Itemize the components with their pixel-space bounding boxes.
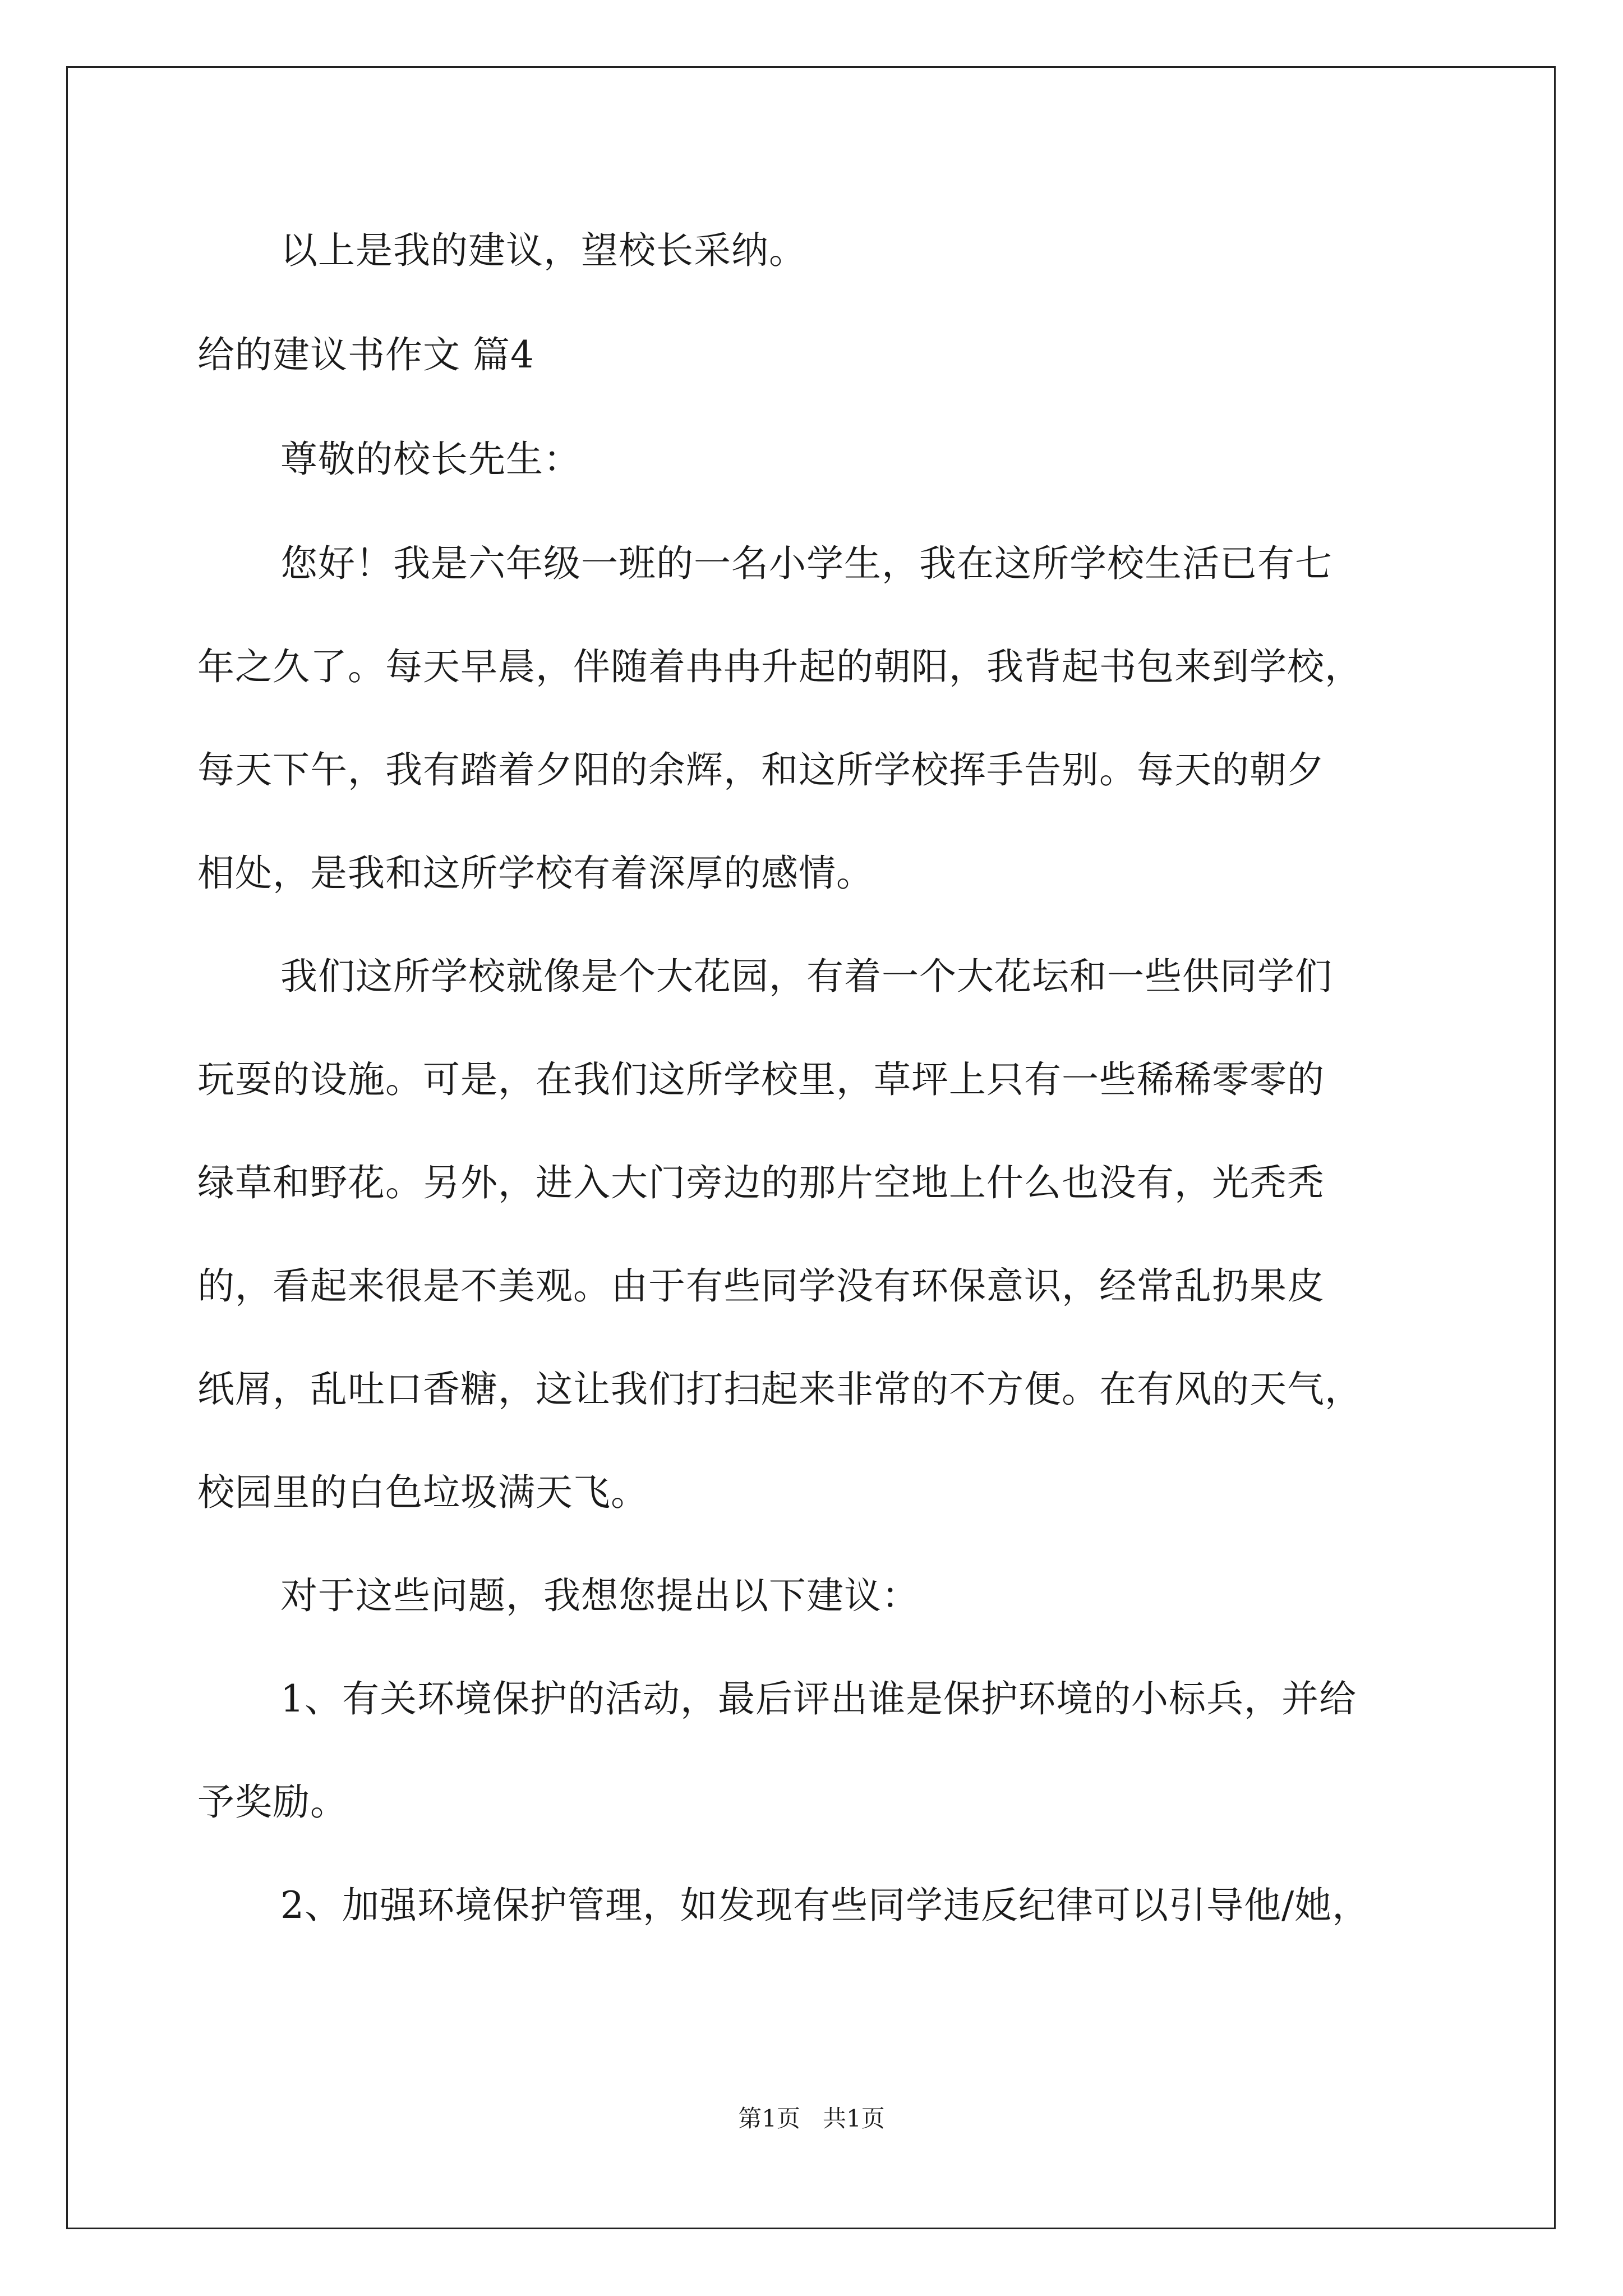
paragraph-line: 相处，是我和这所学校有着深厚的感情。 — [197, 852, 874, 895]
paragraph-line: 绿草和野花。另外，进入大门旁边的那片空地上什么也没有，光秃秃 — [197, 1161, 1325, 1204]
paragraph-line: 的，看起来很是不美观。由于有些同学没有环保意识，经常乱扔果皮 — [197, 1264, 1325, 1308]
paragraph-line: 您好！我是六年级一班的一名小学生，我在这所学校生活已有七 — [280, 542, 1332, 585]
paragraph-line: 每天下午，我有踏着夕阳的余辉，和这所学校挥手告别。每天的朝夕 — [197, 748, 1325, 792]
paragraph-line: 校园里的白色垃圾满天飞。 — [197, 1471, 648, 1514]
paragraph-line: 纸屑，乱吐口香糖，这让我们打扫起来非常的不方便。在有风的天气， — [197, 1368, 1362, 1411]
paragraph-line: 对于这些问题，我想您提出以下建议： — [280, 1574, 919, 1617]
list-item-continuation: 予奖励。 — [197, 1780, 348, 1824]
section-heading: 给的建议书作文 篇4 — [197, 333, 534, 376]
paragraph-line: 年之久了。每天早晨，伴随着冉冉升起的朝阳，我背起书包来到学校， — [197, 645, 1362, 688]
page-number-footer: 第1页 共1页 — [738, 2105, 885, 2132]
list-item: 2、加强环境保护管理，如发现有些同学违反纪律可以引导他/她， — [280, 1884, 1370, 1927]
list-item: 1、有关环境保护的活动，最后评出谁是保护环境的小标兵，并给 — [280, 1677, 1357, 1720]
salutation: 尊敬的校长先生： — [280, 438, 581, 481]
closing-line: 以上是我的建议，望校长采纳。 — [280, 229, 806, 272]
paragraph-line: 我们这所学校就像是个大花园，有着一个大花坛和一些供同学们 — [280, 955, 1332, 998]
paragraph-line: 玩耍的设施。可是，在我们这所学校里，草坪上只有一些稀稀零零的 — [197, 1058, 1325, 1101]
